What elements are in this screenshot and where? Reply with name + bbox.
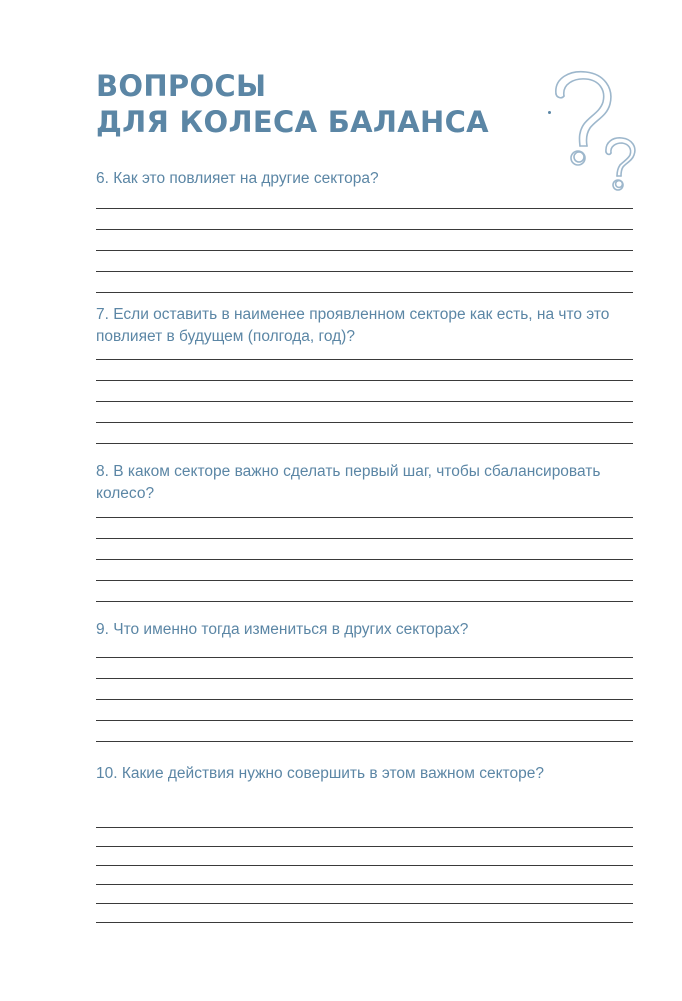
answer-line[interactable] (96, 271, 633, 272)
answer-line[interactable] (96, 580, 633, 581)
page-title-line-1: ВОПРОСЫ (96, 69, 267, 103)
answer-line[interactable] (96, 846, 633, 847)
answer-line[interactable] (96, 884, 633, 885)
question-text: 6. Как это повлияет на другие сектора? (96, 170, 379, 187)
answer-line[interactable] (96, 443, 633, 444)
answer-line[interactable] (96, 538, 633, 539)
question-text: 7. Если оставить в наименее проявленном секторе как есть, на что это повлияет в будущем (полгода, год)? (96, 306, 610, 345)
question-block-6 (96, 168, 636, 190)
answer-line[interactable] (96, 865, 633, 866)
answer-line[interactable] (96, 401, 633, 402)
answer-line[interactable] (96, 208, 633, 209)
answer-line[interactable] (96, 601, 633, 602)
question-text: 9. Что именно тогда измениться в других секторах? (96, 621, 469, 638)
answer-line[interactable] (96, 359, 633, 360)
answer-line[interactable] (96, 292, 633, 293)
page-title-line-2: ДЛЯ КОЛЕСА БАЛАНСА (96, 105, 489, 139)
question-block-8 (96, 461, 636, 505)
page-title (96, 68, 489, 140)
question-block-7 (96, 304, 636, 348)
question-text: 8. В каком секторе важно сделать первый шаг, чтобы сбалансировать колесо? (96, 463, 601, 502)
answer-line[interactable] (96, 922, 633, 923)
answer-line[interactable] (96, 741, 633, 742)
question-block-9 (96, 619, 636, 641)
answer-line[interactable] (96, 903, 633, 904)
answer-line[interactable] (96, 422, 633, 423)
answer-line[interactable] (96, 827, 633, 828)
answer-line[interactable] (96, 699, 633, 700)
answer-line[interactable] (96, 380, 633, 381)
answer-line[interactable] (96, 720, 633, 721)
answer-line[interactable] (96, 657, 633, 658)
answer-line[interactable] (96, 559, 633, 560)
answer-line[interactable] (96, 678, 633, 679)
answer-line[interactable] (96, 229, 633, 230)
answer-line[interactable] (96, 250, 633, 251)
question-block-10 (96, 763, 636, 785)
question-text: 10. Какие действия нужно совершить в этом важном секторе? (96, 765, 544, 782)
answer-line[interactable] (96, 517, 633, 518)
